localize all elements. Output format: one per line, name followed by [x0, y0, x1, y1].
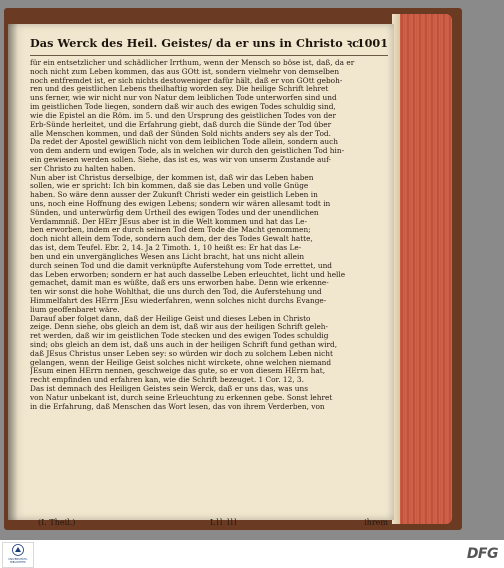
- text-line: uns, noch eine Hoffnung des ewigen Lebens; sondern wir wären allesamt todt in: [30, 200, 331, 208]
- body-text: [30, 59, 388, 412]
- text-line: Nun aber ist Christus derselbige, der kommen ist, daß wir das Leben haben: [30, 173, 314, 182]
- text-line: von dem andern und ewigen Tode, als in welchen wir durch den geistlichen Tod hin-: [30, 147, 345, 156]
- text-line: recht empfinden und erfahren kan, wie die Schrift bezeuget. 1 Cor. 12, 3.: [30, 376, 304, 385]
- bottom-bar: [0, 540, 504, 568]
- text-line: Erb-Sünde herleitet, und die Erfahrung giebt, daß durch die Sünde der Tod über: [30, 120, 332, 129]
- text-line: das Leben erworben; sondern er hat auch dasselbe Leben erleuchtet, licht und helle: [30, 270, 346, 279]
- book-page: [8, 24, 394, 527]
- text-line: gelangen, wenn der Heilige Geist solches nicht wirckete, ohne welchen niemand: [30, 358, 332, 367]
- text-line: ben und ein unvergängliches Wesen ans Licht bracht, hat uns nicht allein: [30, 252, 305, 261]
- text-line: das ist, dem Teufel. Ebr. 2, 14. Ja 2 Timoth. 1, 10 heißt es: Er hat das Le-: [30, 244, 302, 253]
- text-line: sind; obs gleich an dem ist, daß uns auch in der heiligen Schrift fund gethan wird,: [30, 341, 338, 349]
- text-line: haben. So wäre denn ausser der Zukunft Christi weder ein geistlich Leben in: [30, 191, 318, 200]
- text-line: sollen, wie er spricht: Ich bin kommen, daß sie das Leben und volle Gnüge: [30, 182, 309, 191]
- text-line: noch entfremdet ist, er sich nichts destoweniger dafür hält, daß er von GOtt geboh-: [30, 76, 343, 85]
- text-line: Da redet der Apostel gewißlich nicht von dem leiblichen Tode allein, sondern auch: [30, 138, 338, 147]
- running-head: Das Werck des Heil. Geistes/ da er uns in Christo ꝛc.: [30, 36, 364, 50]
- text-line: wie die Epistel an die Röm. im 5. und den Ursprung des geistlichen Todes von der: [30, 111, 337, 120]
- text-line: Sünden, und unterwürfig dem Urtheil des ewigen Todes und der unendlichen: [30, 208, 319, 217]
- text-line: zeige. Denn siehe, obs gleich an dem ist, daß wir aus der heiligen Schrift geleh-: [30, 323, 329, 332]
- text-line: ser Christo zu halten haben.: [30, 164, 136, 173]
- page-edges: [392, 14, 452, 524]
- text-line: Verdammniß. Der HErr JEsus aber ist in die Welt kommen und hat das Le-: [30, 217, 307, 226]
- library-logo[interactable]: [2, 542, 34, 568]
- page-footer: [30, 518, 388, 530]
- text-line: ren und des geistlichen Lebens theilhaftig worden sey. Die heilige Schrift lehret: [30, 85, 329, 94]
- signature-mark: Lll lll: [210, 518, 238, 527]
- text-line: Darauf aber folget dann, daß der Heilige Geist und dieses Leben in Christo: [30, 314, 311, 323]
- text-line: von Natur unbekant ist, durch seine Erleuchtung zu erkennen gebe. Sonst lehret: [30, 393, 333, 402]
- text-line: alle Menschen kommen, und daß der Sünden Sold nichts anders sey als der Tod.: [30, 129, 331, 138]
- volume-mark: (I. Theil.): [38, 518, 76, 527]
- text-line: im geistlichen Tode liegen, sondern daß wir auch des ewigen Todes schuldig sind,: [30, 103, 336, 112]
- text-line: für ein entsetzlicher und schädlicher Irrthum, wenn der Mensch so böse ist, daß, da er: [30, 59, 355, 67]
- library-logo-text: UNIVERSITÄTS- BIBLIOTHEK: [8, 558, 28, 564]
- text-line: lium geoffenbaret wäre.: [30, 305, 120, 314]
- library-emblem-icon: [12, 544, 24, 556]
- text-line: gemachet, damit man es wüßte, daß ers uns erworben habe. Denn wie erkenne-: [30, 279, 329, 288]
- text-line: ben erworben, indem er durch seinen Tod dem Tode die Macht genommen;: [30, 226, 311, 235]
- text-line: daß JEsus Christus unser Leben sey: so würden wir doch zu solchem Leben nicht: [30, 349, 333, 358]
- text-line: in die Erfahrung, daß Menschen das Wort lesen, das von ihrem Verderben, von: [30, 402, 325, 411]
- page-header: [30, 36, 388, 54]
- text-line: Himmelfahrt des HErrn JEsu wiederfahren, wenn solches nicht durchs Evange-: [30, 296, 327, 305]
- text-line: noch nicht zum Leben kommen, das aus GOtt ist, sondern vielmehr von demselben: [30, 67, 340, 76]
- page-gutter-shadow: [8, 24, 18, 520]
- text-line: JEsum einen HErrn nennen, geschweige das gute, so er von diesem HErrn hat,: [30, 367, 326, 376]
- text-line: doch nicht allein dem Tode, sondern auch dem, der des Todes Gewalt hatte,: [30, 235, 313, 244]
- page-number: 1001: [356, 36, 388, 50]
- dfg-logo[interactable]: DFG: [466, 546, 498, 562]
- text-line: uns ferner, wie wir nicht nur von Natur dem leiblichen Tode unterworfen sind und: [30, 94, 337, 103]
- text-line: ten wir sonst die hohe Wohlthat, die uns durch den Tod, die Auferstehung und: [30, 288, 322, 297]
- header-rule: [30, 55, 388, 56]
- text-line: ein gewiesen werden sollen. Siehe, das ist es, was wir von unserm Zustande auf-: [30, 155, 332, 164]
- catchword: ihrem: [364, 518, 388, 527]
- text-line: Das ist demnach des Heiligen Geistes sein Werck, daß er uns das, was uns: [30, 385, 309, 394]
- text-line: durch seinen Tod und die damit verknüpfte Auferstehung vom Tode errettet, und: [30, 261, 333, 270]
- text-line: ret werden, daß wir im geistlichen Tode stecken und des ewigen Todes schuldig: [30, 332, 329, 341]
